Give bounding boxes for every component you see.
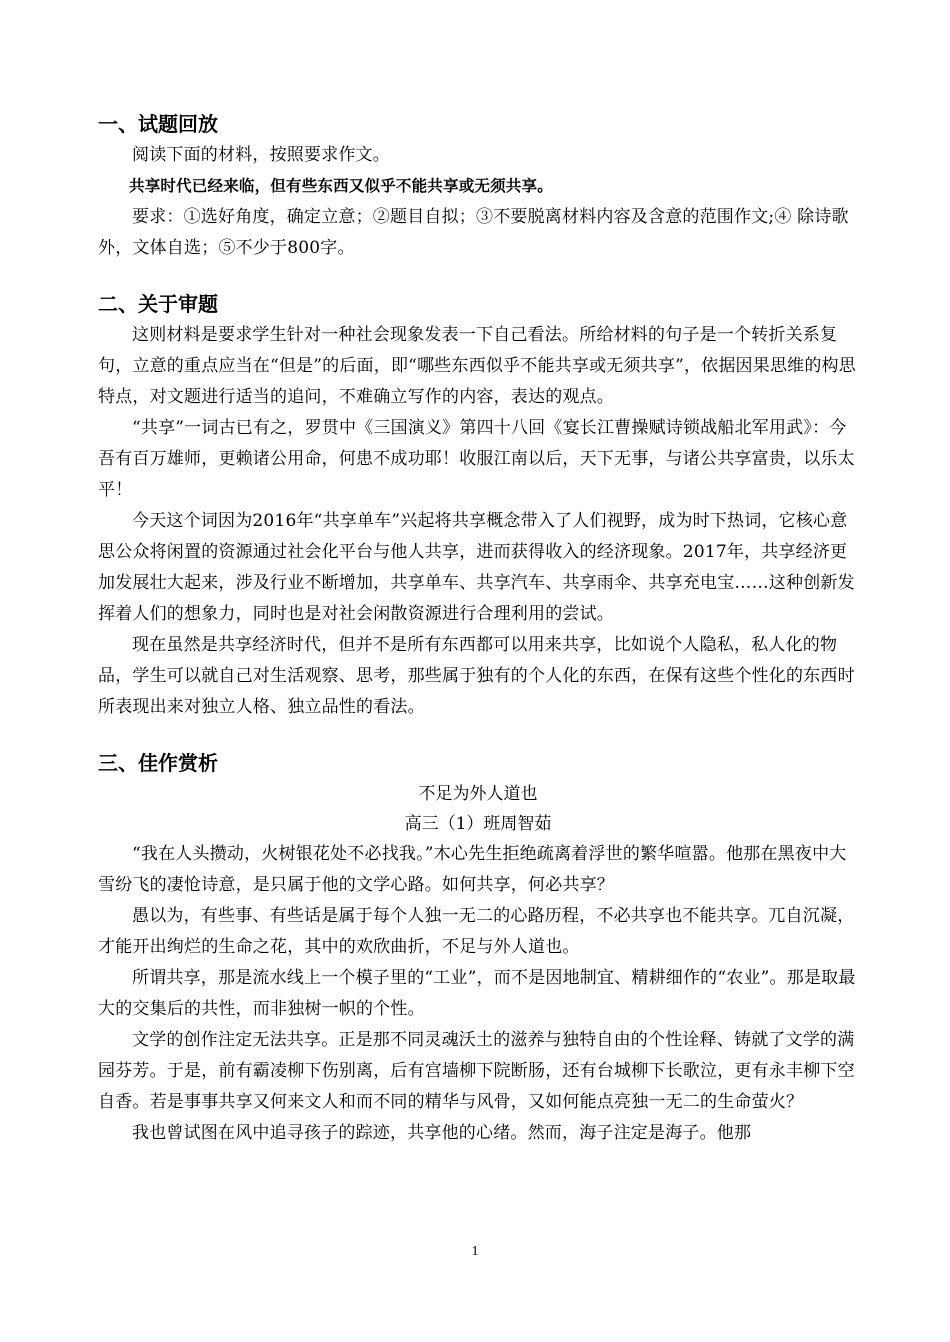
essay-paragraph-3: 所谓共享，那是流水线上一个模子里的“工业”，而不是因地制宜、精耕细作的“农业”。那是取最大的交集后的共性，而非独树一帜的个性。 [98,968,856,1019]
essay-paragraph-2: 愚以为，有些事、有些话是属于每个人独一无二的心路历程，不必共享也不能共享。兀自沉凝，才能开出绚烂的生命之花，其中的欢欣曲折，不足与外人道也。 [98,906,855,957]
section-heading-1: 一、试题回放 [98,112,218,136]
essay-title: 不足为外人道也 [418,784,538,804]
analysis-paragraph-2: “共享”一词古已有之，罗贯中《三国演义》第四十八回《宴长江曹操赋诗锁战船北军用武》：今吾有百万雄师，更赖诸公用命，何患不成功耶！收服江南以后，天下无事，与诸公共享富贵，以乐太平！ [98,418,855,500]
instruction-paragraph: 阅读下面的材料，按照要求作文。 [132,145,390,165]
analysis-paragraph-4: 现在虽然是共享经济时代，但并不是所有东西都可以用来共享，比如说个人隐私，私人化的物品，学生可以就自己对生活观察、思考，那些属于独有的个人化的东西，在保有这些个性化的东西时所表现出来对独立人格、独立品性的看法。 [98,635,855,717]
analysis-paragraph-1: 这则材料是要求学生针对一种社会现象发表一下自己看法。所给材料的句子是一个转折关系复句，立意的重点应当在“但是”的后面，即“哪些东西似乎不能共享或无须共享”，依据因果思维的构思特点，对文题进行适当的追问，不难确立写作的内容，表达的观点。 [98,325,856,407]
section-heading-3: 三、佳作赏析 [98,751,218,775]
essay-paragraph-1: “我在人头攒动，火树银花处不必找我。”木心先生拒绝疏离着浮世的繁华喧嚣。他那在黑夜中大雪纷飞的凄怆诗意，是只属于他的文学心路。如何共享，何必共享？ [98,844,847,895]
essay-paragraph-5: 我也曾试图在风中追寻孩子的踪迹，共享他的心绪。然而，海子注定是海子。他那 [132,1123,752,1143]
essay-paragraph-4: 文学的创作注定无法共享。正是那不同灵魂沃土的滋养与独特自由的个性诠释、铸就了文学的满园芬芳。于是，前有霸凌柳下伤别离，后有宫墙柳下院断肠，还有台城柳下长歌泣，更有永丰柳下空自香。若是事事共享又何来文人和而不同的精华与风骨，又如何能点亮独一无二的生命萤火？ [98,1030,855,1112]
analysis-paragraph-3: 今天这个词因为2016年“共享单车”兴起将共享概念带入了人们视野，成为时下热词，它核心意思公众将闲置的资源通过社会化平台与他人共享，进而获得收入的经济现象。2017年，共享经济更加发展壮大起来，涉及行业不断增加，共享单车、共享汽车、共享雨伞、共享充电宝……这种创新发挥着人们的想象力，同时也是对社会闲散资源进行合理利用的尝试。 [98,511,855,624]
section-heading-2: 二、关于审题 [98,292,218,316]
prompt-material: 共享时代已经来临，但有些东西又似乎不能共享或无须共享。 [129,177,553,195]
page-number: 1 [471,1244,479,1259]
document-body [98,108,858,1149]
requirements-paragraph: 要求：①选好角度，确定立意；②题目自拟；③不要脱离材料内容及含意的范围作文;④ 除诗歌外，文体自选；⑤不少于800字。 [98,207,849,258]
essay-author: 高三（1）班周智茹 [404,814,552,834]
